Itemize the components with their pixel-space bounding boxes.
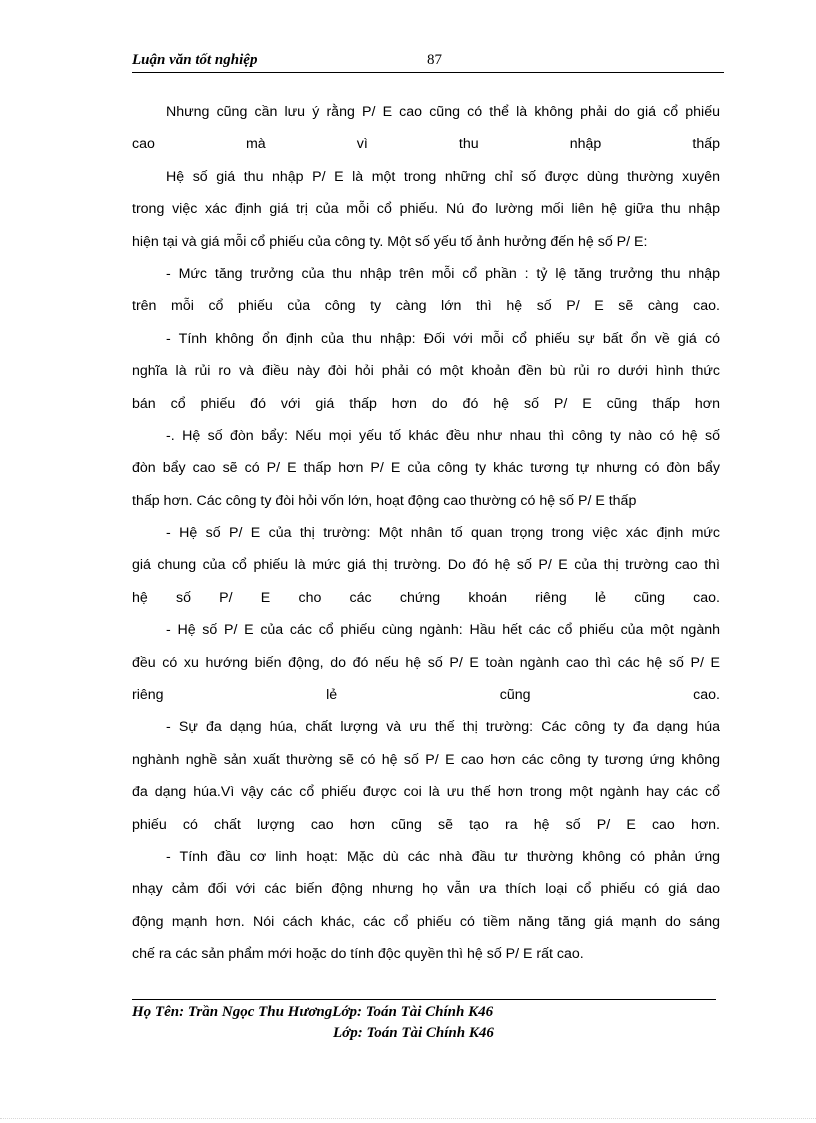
- text-line: thấp hơn. Các công ty đòi hỏi vốn lớn, hoạt động cao thường có hệ số P/ E thấp: [132, 492, 637, 509]
- text-line: - Tính đầu cơ linh hoạt: Mặc dù các nhà đầu tư thường không có phản ứng: [166, 848, 720, 865]
- text-line: trên mỗi cổ phiếu của công ty càng lớn thì hệ số P/ E sẽ càng cao.: [132, 298, 720, 315]
- text-line: động mạnh hơn. Nói cách khác, các cổ phiếu có tiềm năng tăng giá mạnh do sáng: [132, 913, 720, 930]
- footer-author: Họ Tên: Trần Ngọc Thu HươngLớp: Toán Tài Chính K46: [132, 1004, 494, 1020]
- body-text: [132, 96, 720, 971]
- text-line: hệ số P/ E cho các chứng khoán riêng lẻ cũng cao.: [132, 589, 720, 606]
- footer-class: Lớp: Toán Tài Chính K46: [333, 1025, 494, 1041]
- text-line: - Mức tăng trưởng của thu nhập trên mỗi cổ phần : tỷ lệ tăng trưởng thu nhập: [166, 265, 720, 282]
- text-line: Hệ số giá thu nhập P/ E là một trong những chỉ số được dùng thường xuyên: [166, 168, 720, 185]
- text-line: Nhưng cũng cần lưu ý rằng P/ E cao cũng có thể là không phải do giá cổ phiếu: [166, 104, 720, 120]
- text-line: đòn bẩy cao sẽ có P/ E thấp hơn P/ E của công ty khác tương tự nhưng có đòn bẩy: [132, 460, 720, 477]
- text-line: bán cổ phiếu đó với giá thấp hơn do đó hệ số P/ E cũng thấp hơn: [132, 395, 720, 412]
- text-line: trong việc xác định giá trị của mỗi cổ phiếu. Nú đo lường mối liên hệ giữa thu nhập: [132, 201, 720, 218]
- text-line: nhạy cảm đối với các biến động nhưng họ vẫn ưa thích loại cổ phiếu có giá dao: [132, 881, 720, 898]
- text-line: - Hệ số P/ E của các cổ phiếu cùng ngành: Hầu hết các cổ phiếu của một ngành: [166, 622, 720, 639]
- text-line: cao mà vì thu nhập thấp: [132, 136, 720, 153]
- text-line: giá chung của cổ phiếu là mức giá thị trường. Do đó hệ số P/ E của thị trường cao thì: [132, 557, 720, 574]
- text-line: đều có xu hướng biến động, do đó nếu hệ số P/ E toàn ngành cao thì các hệ số P/ E: [132, 654, 720, 671]
- text-line: chế ra các sản phẩm mới hoặc do tính độc quyền thì hệ số P/ E rất cao.: [132, 946, 584, 963]
- text-line: -. Hệ số đòn bẩy: Nếu mọi yếu tố khác đều như nhau thì công ty nào có hệ số: [166, 427, 720, 444]
- text-line: phiếu có chất lượng cao hơn cũng sẽ tạo ra hệ số P/ E cao hơn.: [132, 816, 720, 833]
- text-line: nghành nghề sản xuất thường sẽ có hệ số P/ E cao hơn các công ty tương ứng không: [132, 751, 720, 768]
- page-header: [132, 52, 724, 73]
- text-line: - Hệ số P/ E của thị trường: Một nhân tố quan trọng trong việc xác định mức: [166, 525, 720, 542]
- text-line: riêng lẻ cũng cao.: [132, 687, 720, 704]
- text-line: đa dạng húa.Vì vậy các cổ phiếu được coi là ưu thế hơn trong một ngành hay các cổ: [132, 784, 720, 801]
- text-line: hiện tại và giá mỗi cổ phiếu của công ty. Một số yếu tố ảnh hưởng đến hệ số P/ E:: [132, 233, 648, 250]
- page-edge-divider: [0, 1118, 816, 1119]
- page-number: 87: [427, 52, 442, 68]
- footer-divider: [132, 999, 716, 1000]
- text-line: nghĩa là rủi ro và điều này đòi hỏi phải có một khoản đền bù rủi ro dưới hình thức: [132, 363, 720, 380]
- text-line: - Tính không ổn định của thu nhập: Đối với mỗi cổ phiếu sự bất ổn về giá có: [166, 330, 720, 347]
- header-title: Luận văn tốt nghiệp: [132, 52, 258, 68]
- text-line: - Sự đa dạng húa, chất lượng và ưu thế thị trường: Các công ty đa dạng húa: [166, 719, 720, 736]
